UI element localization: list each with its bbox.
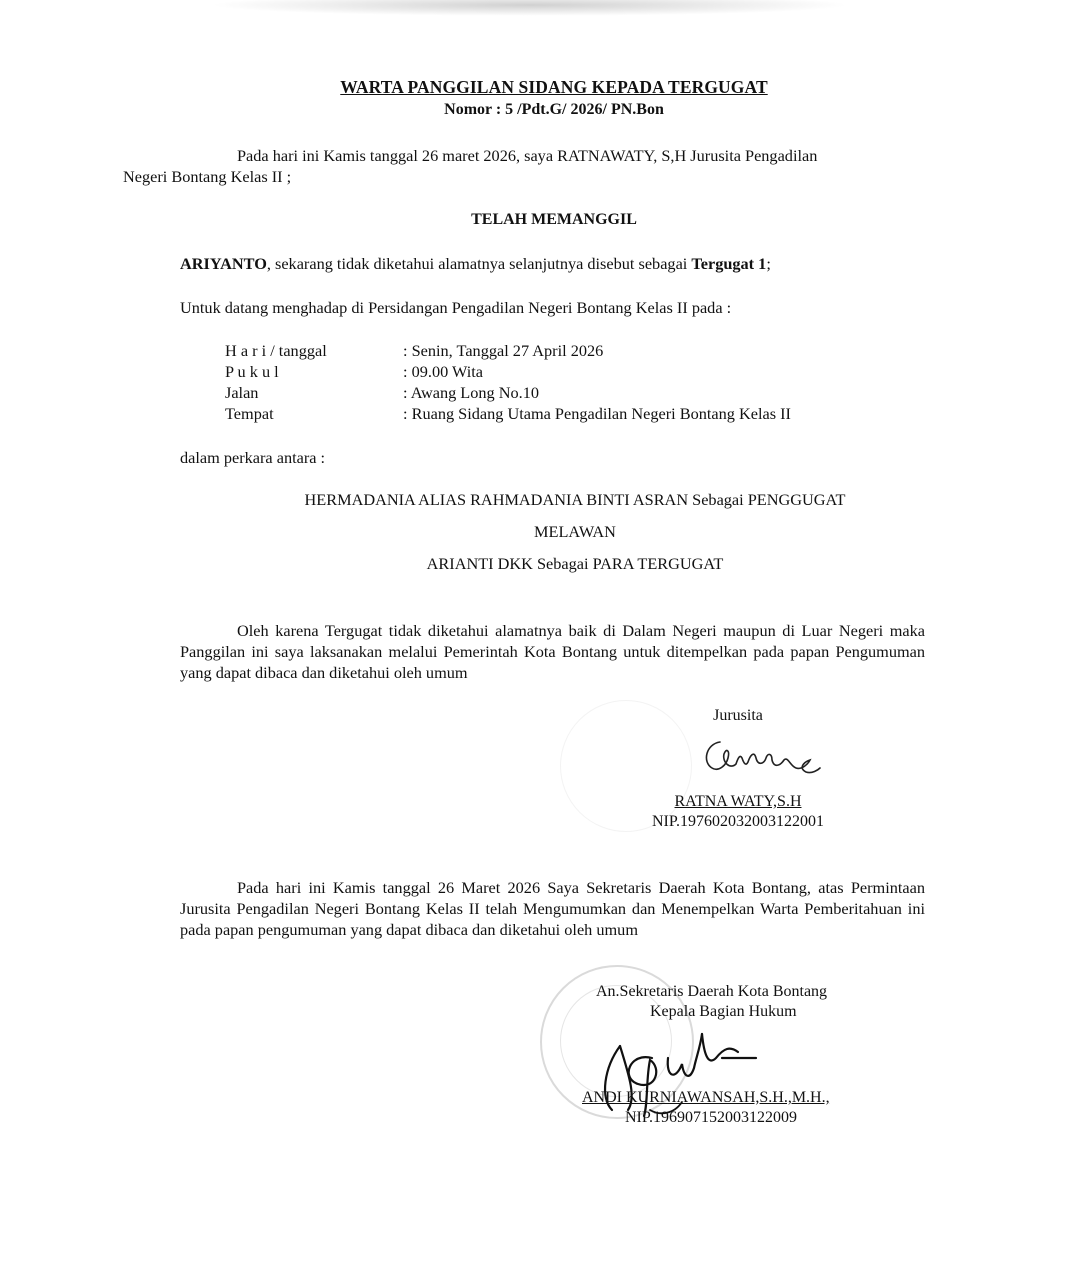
defendant-role: Tergugat 1 <box>691 254 767 273</box>
schedule-value: : Senin, Tanggal 27 April 2026 <box>403 341 604 360</box>
schedule-value: : Ruang Sidang Utama Pengadilan Negeri Bontang Kelas II <box>403 404 791 423</box>
defendants-line: ARIANTI DKK Sebagai PARA TERGUGAT <box>426 554 724 573</box>
announcement-line-2: Permintaan Jurusita Pengadilan Negeri Bontang Kelas II telah Mengumumkan dan Menempelkan <box>180 878 925 918</box>
plaintiff-line: HERMADANIA ALIAS RAHMADANIA BINTI ASRAN Sebagai PENGGUGAT <box>304 490 846 509</box>
announcement-line-1: Pada hari ini Kamis tanggal 26 Maret 2026 Saya Sekretaris Daerah Kota Bontang, atas <box>237 878 844 897</box>
schedule-label: Jalan <box>225 383 259 402</box>
signature2-role-2: Kepala Bagian Hukum <box>650 1003 797 1020</box>
defendant-text: , sekarang tidak diketahui alamatnya selanjutnya disebut sebagai <box>266 254 692 273</box>
defendant-end: ; <box>766 254 771 273</box>
summon-text: Untuk datang menghadap di Persidangan Pengadilan Negeri Bontang Kelas II pada : <box>180 298 732 317</box>
signature1-scribble <box>698 728 828 788</box>
case-intro: dalam perkara antara : <box>180 448 326 467</box>
notice-line-1: Oleh karena Tergugat tidak diketahui alamatnya baik di Dalam Negeri maupun di Luar <box>237 621 833 640</box>
schedule-row <box>225 403 791 424</box>
schedule-row <box>225 361 791 382</box>
signature2-role-1: An.Sekretaris Daerah Kota Bontang <box>596 983 828 1000</box>
announcement-paragraph <box>180 877 925 940</box>
announcement-line-3: Warta Pemberitahuan ini pada papan pengumuman yang dapat dibaca dan diketahui oleh umum <box>180 899 925 939</box>
schedule-table <box>225 340 791 424</box>
section-heading: TELAH MEMANGGIL <box>471 211 637 228</box>
intro-paragraph <box>123 145 925 187</box>
schedule-value: : 09.00 Wita <box>403 362 483 381</box>
intro-line-2: Negeri Bontang Kelas II ; <box>123 167 292 186</box>
signature2-name: ANDI KURNIAWANSAH,S.H.,M.H., <box>582 1089 830 1106</box>
signature2-nip: NIP.196907152003122009 <box>625 1109 798 1126</box>
schedule-row <box>225 382 791 403</box>
signature1-role: Jurusita <box>713 707 763 724</box>
notice-paragraph <box>180 620 925 683</box>
signature1-nip: NIP.197602032003122001 <box>651 813 824 830</box>
schedule-label: H a r i / tanggal <box>225 341 327 360</box>
defendant-line <box>180 254 771 274</box>
scan-shadow <box>210 0 850 16</box>
defendant-name: ARIYANTO <box>180 254 267 273</box>
versus-line: MELAWAN <box>534 522 616 541</box>
intro-line-1: Pada hari ini Kamis tanggal 26 maret 2026, saya RATNAWATY, S,H Jurusita Pengadilan <box>237 146 818 165</box>
document-title: WARTA PANGGILAN SIDANG KEPADA TERGUGAT <box>340 77 768 97</box>
schedule-value: : Awang Long No.10 <box>403 383 539 402</box>
signature1-name: RATNA WATY,S.H <box>674 793 802 810</box>
notice-line-2: Negeri maka Panggilan ini saya laksanakan melalui Pemerintah Kota Bontang untuk ditempelkan <box>180 621 925 661</box>
notice-line-3: pada papan Pengumuman yang dapat dibaca dan diketahui oleh umum <box>180 642 925 682</box>
schedule-row <box>225 340 791 361</box>
document-number: Nomor : 5 /Pdt.G/ 2026/ PN.Bon <box>444 101 664 118</box>
schedule-label: Tempat <box>225 404 274 423</box>
schedule-label: P u k u l <box>225 362 279 381</box>
